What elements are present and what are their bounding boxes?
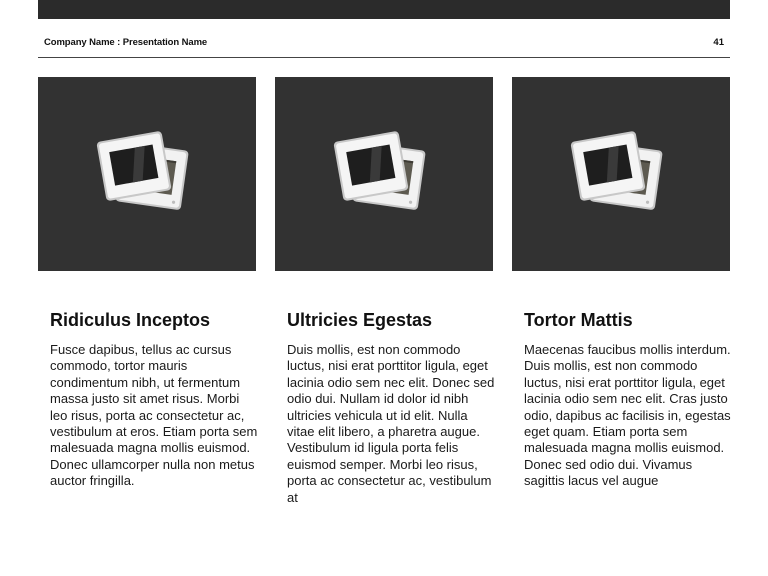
column-body-text: Duis mollis, est non commodo luctus, nisi erat porttitor ligula, eget lacinia odio sem nec elit. Donec sed odio dui. Nullam id dolor id nibh ultricies vehicula ut id elit. Nulla vitae elit libero, a pharetra augue. Vestibulum id ligula porta felis euismod semper. Morbi leo risus, porta ac consectetur ac, vestibulum at (287, 342, 495, 505)
content-column-2 (275, 77, 493, 506)
photo-slides-icon (92, 129, 202, 219)
page-number: 41 (713, 37, 724, 48)
photo-slides-icon (566, 129, 676, 219)
image-placeholder[interactable] (38, 77, 256, 271)
column-body-text: Maecenas faucibus mollis interdum. Duis mollis, est non commodo luctus, nisi erat porttitor ligula, eget lacinia odio sem nec elit. Cras justo odio, dapibus ac facilisis in, egestas eget quam. Etiam porta sem malesuada magna mollis euismod. Donec sed odio dui. Vivamus sagittis lacus vel augue (524, 342, 731, 489)
slide-header (38, 37, 730, 57)
content-column-3 (512, 77, 730, 490)
image-placeholder[interactable] (275, 77, 493, 271)
column-heading: Ridiculus Inceptos (50, 310, 211, 330)
column-heading: Tortor Mattis (524, 310, 633, 330)
presentation-title: Company Name : Presentation Name (44, 37, 208, 48)
column-body-text: Fusce dapibus, tellus ac cursus commodo, tortor mauris condimentum nibh, ut fermentum massa justo sit amet risus. Morbi leo risus, porta ac consectetur ac, vestibulum at eros. Etiam porta sem malesuada magna mollis euismod. Donec ullamcorper nulla non metus auctor fringilla. (50, 342, 258, 489)
content-column-1 (38, 77, 256, 490)
top-bar (38, 0, 730, 19)
column-heading: Ultricies Egestas (287, 310, 433, 330)
image-placeholder[interactable] (512, 77, 730, 271)
photo-slides-icon (329, 129, 439, 219)
header-divider (38, 57, 730, 58)
